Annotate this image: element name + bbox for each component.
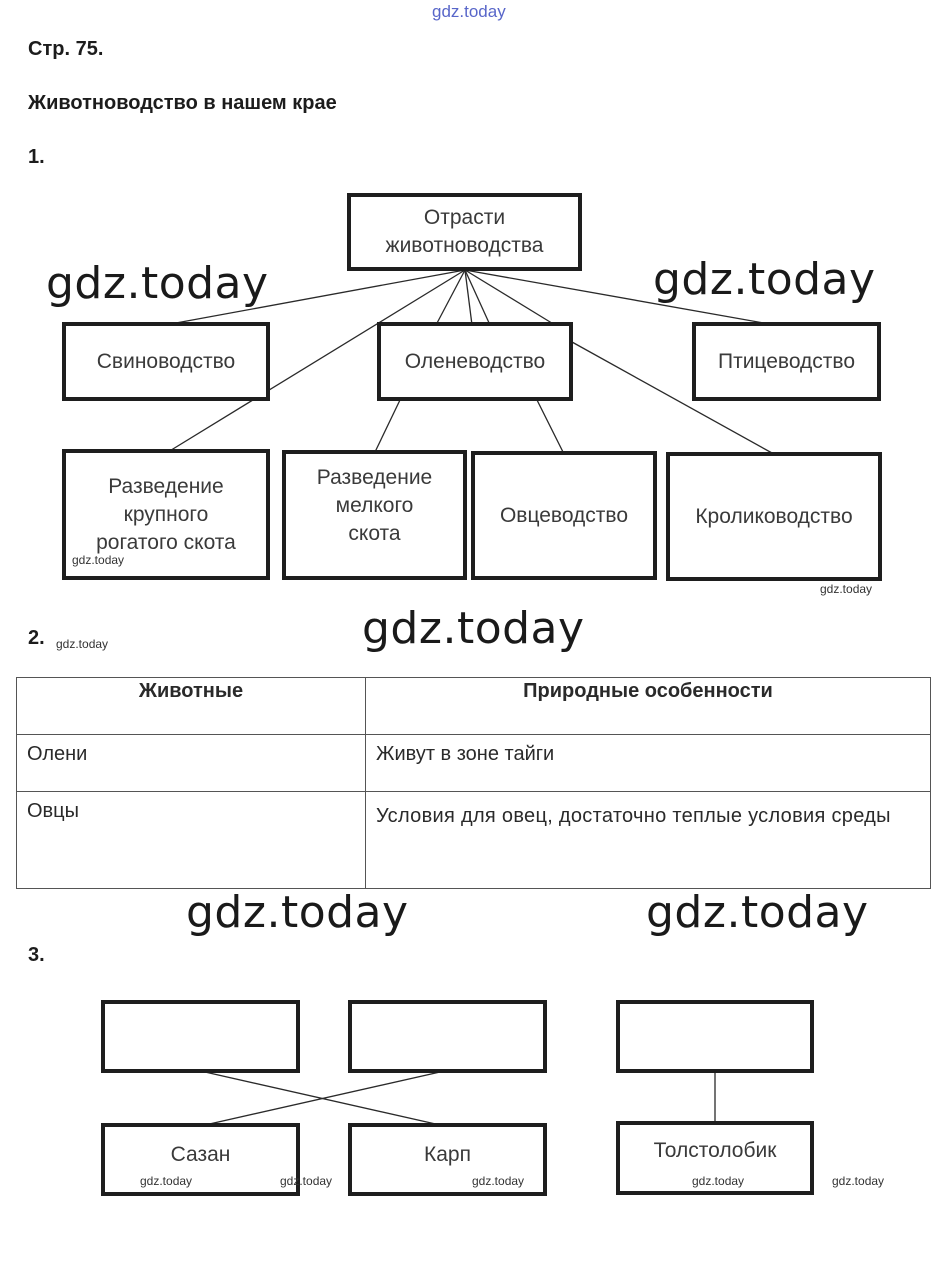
box-cattle-breeding: Разведение крупного рогатого скота <box>62 449 270 580</box>
watermark-small: gdz.today <box>692 1174 745 1188</box>
watermark-large: gdz.today <box>186 887 409 938</box>
box-pig-farming: Свиноводство <box>62 322 270 401</box>
box-silver-carp: Толстолобик <box>616 1121 814 1195</box>
header-features: Природные особенности <box>366 678 931 735</box>
empty-box <box>348 1000 547 1073</box>
box-reindeer-herding: Оленеводство <box>377 322 573 401</box>
task-3-number: 3. <box>28 944 45 966</box>
cell-feature: Живут в зоне тайги <box>366 735 931 792</box>
animals-table <box>16 677 931 889</box>
box-carp: Карп <box>348 1123 547 1196</box>
watermark-large: gdz.today <box>362 603 585 654</box>
box-small-livestock: Разведение мелкого скота <box>282 450 467 580</box>
task-2-number: 2. <box>28 627 45 649</box>
root-box: Отрасти животноводства <box>347 193 582 271</box>
watermark-large: gdz.today <box>646 887 869 938</box>
watermark-small: gdz.today <box>140 1174 193 1188</box>
empty-box <box>616 1000 814 1073</box>
box-poultry-farming: Птицеводство <box>692 322 881 401</box>
watermark-small: gdz.today <box>472 1174 525 1188</box>
box-rabbit-breeding: Кролиководство <box>666 452 882 581</box>
empty-box <box>101 1000 300 1073</box>
watermark-small: gdz.today <box>56 637 109 651</box>
cell-animal: Олени <box>17 735 366 792</box>
page-title: Животноводство в нашем крае <box>28 92 337 114</box>
watermark-small: gdz.today <box>72 553 125 567</box>
watermark-top: gdz.today <box>432 2 506 21</box>
cell-feature: Условия для овец, достаточно теплые условия среды <box>366 792 931 889</box>
table-row <box>17 792 931 889</box>
cell-animal: Овцы <box>17 792 366 889</box>
watermark-small: gdz.today <box>280 1174 333 1188</box>
watermark-small: gdz.today <box>820 582 873 596</box>
table-row <box>17 735 931 792</box>
page-reference: Стр. 75. <box>28 38 104 60</box>
watermark-small: gdz.today <box>832 1174 885 1188</box>
task-1-number: 1. <box>28 146 45 168</box>
box-sazan: Сазан <box>101 1123 300 1196</box>
box-sheep-breeding: Овцеводство <box>471 451 657 580</box>
watermark-large: gdz.today <box>46 258 269 309</box>
watermark-large: gdz.today <box>653 254 876 305</box>
header-animals: Животные <box>17 678 366 735</box>
table-header-row <box>17 678 931 735</box>
